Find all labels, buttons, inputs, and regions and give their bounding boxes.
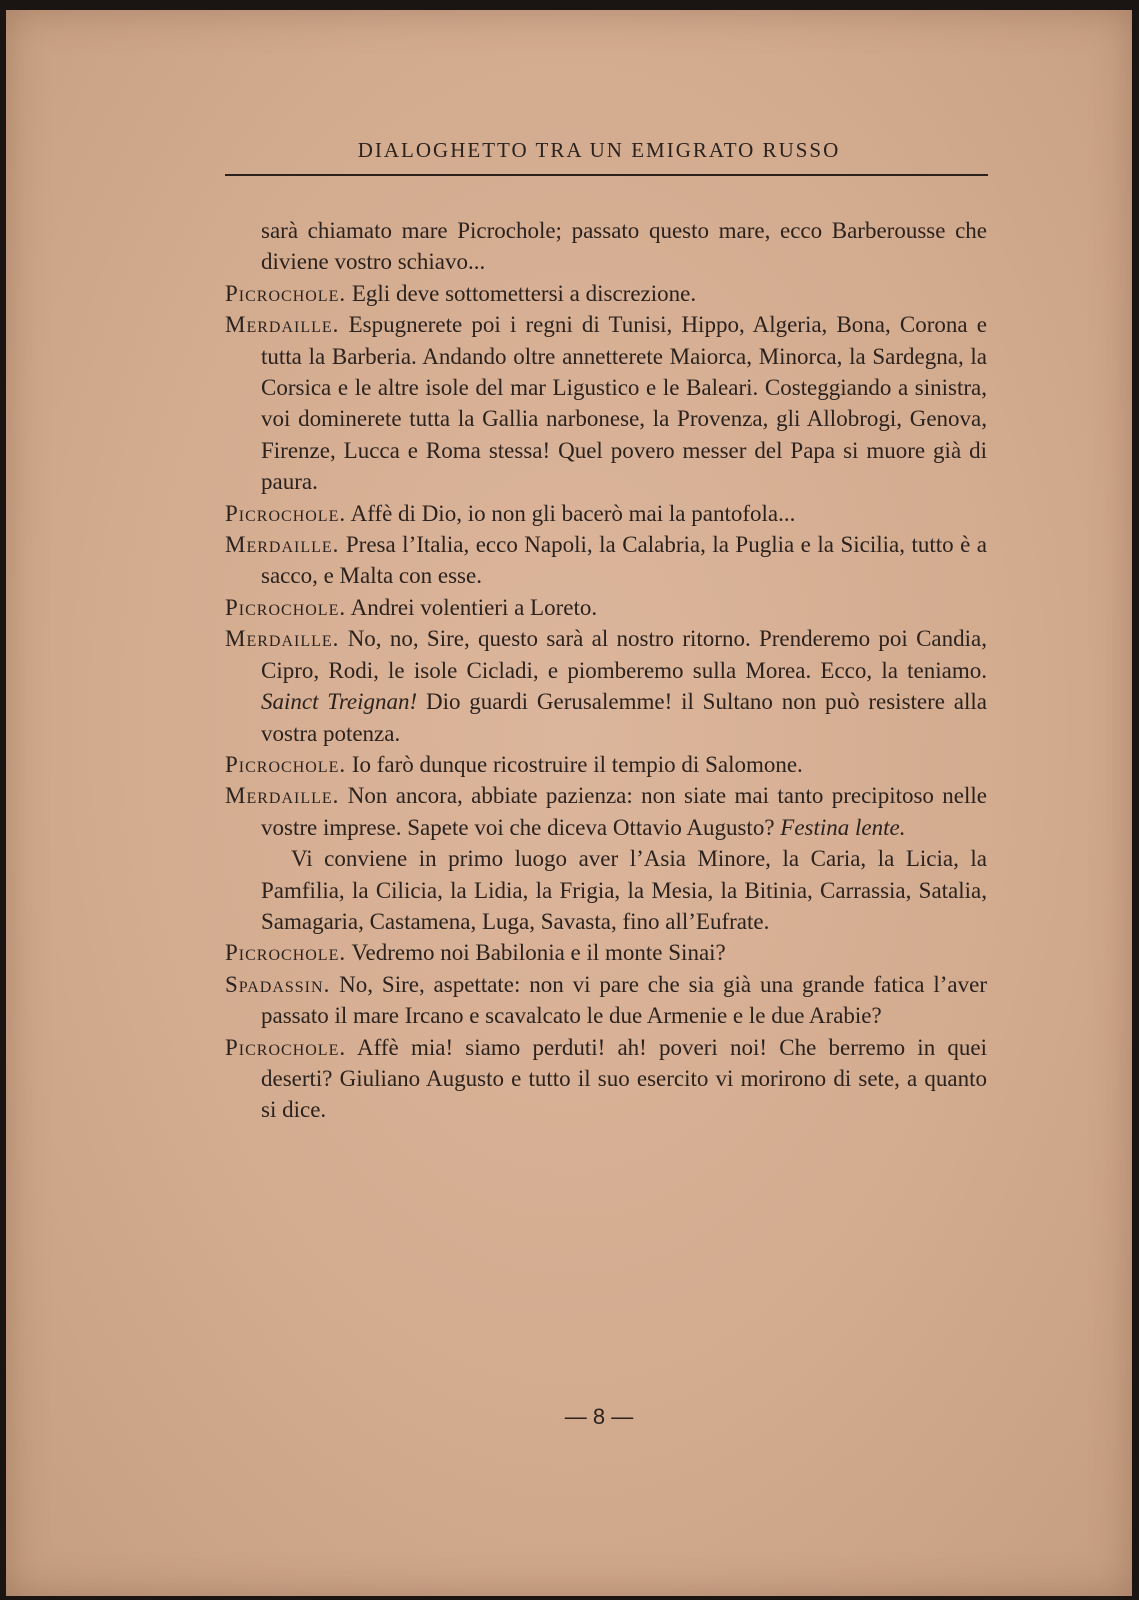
speaker-name: Merdaille.: [225, 532, 340, 558]
dialogue-text: No, Sire, aspettate: non vi pare che sia già una grande fatica l’aver passato il mare Ircano e scavalcato le due Armenie e le due Arabie?: [261, 971, 987, 1029]
dialogue-line: [225, 529, 987, 592]
dialogue-text: Affè mia! siamo perduti! ah! poveri noi! Che berremo in quei deserti? Giuliano Augusto e tutto il suo esercito vi morirono di sete, a quanto si dice.: [261, 1034, 987, 1123]
dialogue-text: Presa l’Italia, ecco Napoli, la Calabria, la Puglia e la Sicilia, tutto è a sacco, e Malta con esse.: [261, 532, 987, 589]
speaker-name: Picrochole.: [225, 594, 347, 620]
speaker-name: Spadassin.: [225, 971, 331, 997]
dialogue-line: [225, 623, 987, 749]
dialogue-line: [225, 937, 987, 968]
dialogue-line: [225, 498, 987, 529]
dialogue-text: Io farò dunque ricostruire il tempio di Salomone.: [346, 751, 803, 777]
italic-phrase: Sainct Treignan!: [261, 689, 418, 715]
page-number: — 8 —: [564, 1404, 634, 1429]
dialogue-text-after: Dio guardi Gerusalemme! il Sultano non può resistere alla vostra potenza.: [261, 689, 987, 746]
header-rule: [225, 174, 988, 176]
speaker-name: Picrochole.: [225, 1034, 347, 1060]
speaker-name: Merdaille.: [225, 312, 340, 338]
dialogue-line: [225, 1032, 987, 1126]
paragraph-continuation: [225, 215, 987, 278]
dialogue-text: Espugnerete poi i regni di Tunisi, Hippo, Algeria, Bona, Corona e tutta la Barberia. Andando oltre annetterete Maiorca, Minorca, la Sardegna, la Corsica e le altre isole del mar Ligustico e le Baleari. Costeggiando a sinistra, voi dominerete tutta la Gallia narbonese, la Provenza, gli Allobrogi, Genova, Firenze, Lucca e Roma stessa! Quel povero messer del Papa si muore già di paura.: [261, 312, 987, 495]
italic-phrase: Festina lente.: [780, 814, 906, 840]
dialogue-line: [225, 592, 987, 623]
book-page: [6, 10, 1132, 1596]
paragraph-text: sarà chiamato mare Picrochole; passato questo mare, ecco Barberousse che diviene vostro schiavo...: [261, 218, 987, 275]
dialogue-text: Vedremo noi Babilonia e il monte Sinai?: [346, 940, 726, 966]
dialogue-line: [225, 780, 987, 843]
paragraph-text: Vi conviene in primo luogo aver l’Asia Minore, la Caria, la Licia, la Pamfilia, la Cilicia, la Lidia, la Frigia, la Mesia, la Bitinia, Carrassia, Satalia, Samagaria, Castamena, Luga, Savasta, fino all’Eufrate.: [261, 846, 987, 934]
dialogue-line: [225, 309, 987, 497]
speaker-name: Picrochole.: [225, 940, 347, 966]
speaker-name: Merdaille.: [225, 626, 340, 652]
speaker-name: Picrochole.: [225, 280, 347, 306]
speaker-name: Picrochole.: [225, 751, 347, 777]
dialogue-text: Affè di Dio, io non gli bacerò mai la pantofola...: [346, 500, 796, 526]
text-body: [225, 215, 987, 1126]
running-header: DIALOGHETTO TRA UN EMIGRATO RUSSO: [357, 138, 841, 162]
dialogue-text: Egli deve sottomettersi a discrezione.: [346, 280, 697, 306]
dialogue-line: [225, 278, 987, 309]
dialogue-text: Non ancora, abbiate pazienza: non siate mai tanto precipitoso nelle vostre imprese. Sapete voi che diceva Ottavio Augusto?: [261, 783, 987, 840]
dialogue-text: No, no, Sire, questo sarà al nostro ritorno. Prenderemo poi Candia, Cipro, Rodi, le isole Cicladi, e piomberemo sulla Morea. Ecco, la teniamo.: [261, 626, 987, 683]
paragraph-indented: [225, 843, 987, 937]
dialogue-line: [225, 969, 987, 1032]
dialogue-text: Andrei volentieri a Loreto.: [346, 594, 598, 620]
speaker-name: Merdaille.: [225, 783, 340, 809]
dialogue-line: [225, 749, 987, 780]
speaker-name: Picrochole.: [225, 500, 347, 526]
